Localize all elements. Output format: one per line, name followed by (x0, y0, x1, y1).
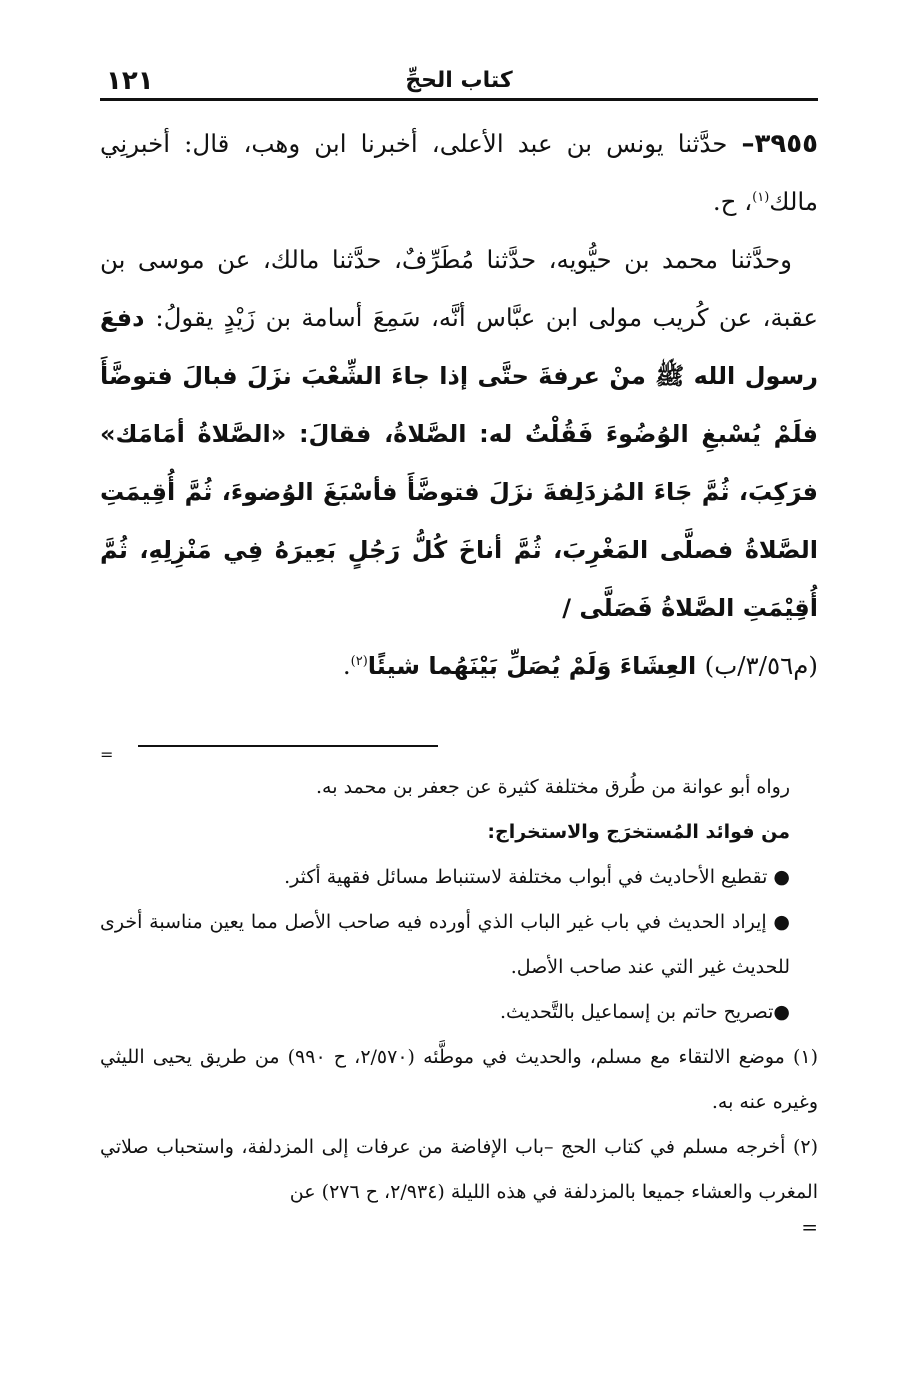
page-header (100, 62, 818, 101)
isnad-text-1: حدَّثنا يونس بن عبد الأعلى، أخبرنا ابن وهب، قال: أخبرنِي مالك (100, 129, 818, 216)
hadith-matn-tail: العِشَاءَ وَلَمْ يُصَلِّ بَيْنَهُما شيئًا (367, 652, 705, 680)
final-dot: . (342, 651, 351, 680)
footnote-ref-2: (٢) (350, 653, 368, 669)
hadith-matn-end (100, 637, 818, 695)
notes-section (100, 765, 818, 1239)
hadith-isnad-1 (100, 115, 818, 231)
book-title: كتاب الحجِّ (405, 68, 513, 93)
benefits-heading: من فوائد المُستخرَج والاستخراج: (487, 821, 790, 843)
benefit-item-1: ● تقطيع الأحاديث في أبواب مختلفة لاستنباط مسائل فقهية أكثر. (284, 866, 790, 888)
hadith-number: ٣٩٥٥– (741, 129, 818, 159)
footnote-ref-1: (١) (752, 189, 770, 205)
isnad-text-2: وحدَّثنا محمد بن حيُّويه، حدَّثنا مُطَرِّفٌ، حدَّثنا مالك، عن موسى بن عقبة، عن كُريب مولى ابن عبَّاس أنَّه، سَمِعَ أسامة بن زَيْدٍ يقولُ: (100, 245, 818, 332)
manuscript-ref: (م٣/٥٦/ب) (704, 651, 818, 680)
note-continuation: رواه أبو عوانة من طُرق مختلفة كثيرة عن جعفر بن محمد به. (316, 776, 790, 798)
benefit-item-2: ● إيراد الحديث في باب غير الباب الذي أورده فيه صاحب الأصل مما يعين مناسبة أخرى للحديث غير التي عند صاحب الأصل. (100, 911, 790, 978)
footnote-2: (٢) أخرجه مسلم في كتاب الحج –باب الإفاضة من عرفات إلى المزدلفة، واستحباب صلاتي المغرب والعشاء جميعا بالمزدلفة في هذه الليلة (٢/٩٣٤، ح ٢٧٦) عن (100, 1136, 818, 1203)
hadith-isnad-2 (100, 231, 818, 637)
isnad-text-1-end: ، ح. (712, 187, 753, 216)
continuation-mark: = (100, 745, 114, 764)
benefit-item-3: ●تصريح حاتم بن إسماعيل بالتَّحديث. (499, 1001, 790, 1023)
document-page (100, 62, 818, 1239)
page-number: ١٢١ (106, 66, 154, 96)
hadith-matn: دفعَ رسول الله ﷺ منْ عرفةَ حتَّى إذا جاءَ الشِّعْبَ نزَلَ فبالَ فتوضَّأَ فلَمْ يُسْبغِ الوُضُوءَ فَقُلْتُ له: الصَّلاةُ، فقالَ: «الصَّلاةُ أمَامَك» فرَكِبَ، ثُمَّ جَاءَ المُزدَلِفةَ نزَلَ فتوضَّأَ فأسْبَغَ الوُضوءَ، ثُمَّ أُقِيمَتِ الصَّلاةُ فصلَّى المَغْرِبَ، ثُمَّ أناخَ كُلُّ رَجُلٍ بَعِيرَهُ فِي مَنْزِلِهِ، ثُمَّ أُقِيْمَتِ الصَّلاةُ فَصَلَّى / (100, 304, 818, 622)
footnote-continue-mark: = (801, 1215, 818, 1239)
hadith-body (100, 115, 818, 695)
footnote-1: (١) موضع الالتقاء مع مسلم، والحديث في موطَّئه (٢/٥٧٠، ح ٩٩٠) من طريق يحيى الليثي وغيره عنه به. (100, 1046, 819, 1113)
